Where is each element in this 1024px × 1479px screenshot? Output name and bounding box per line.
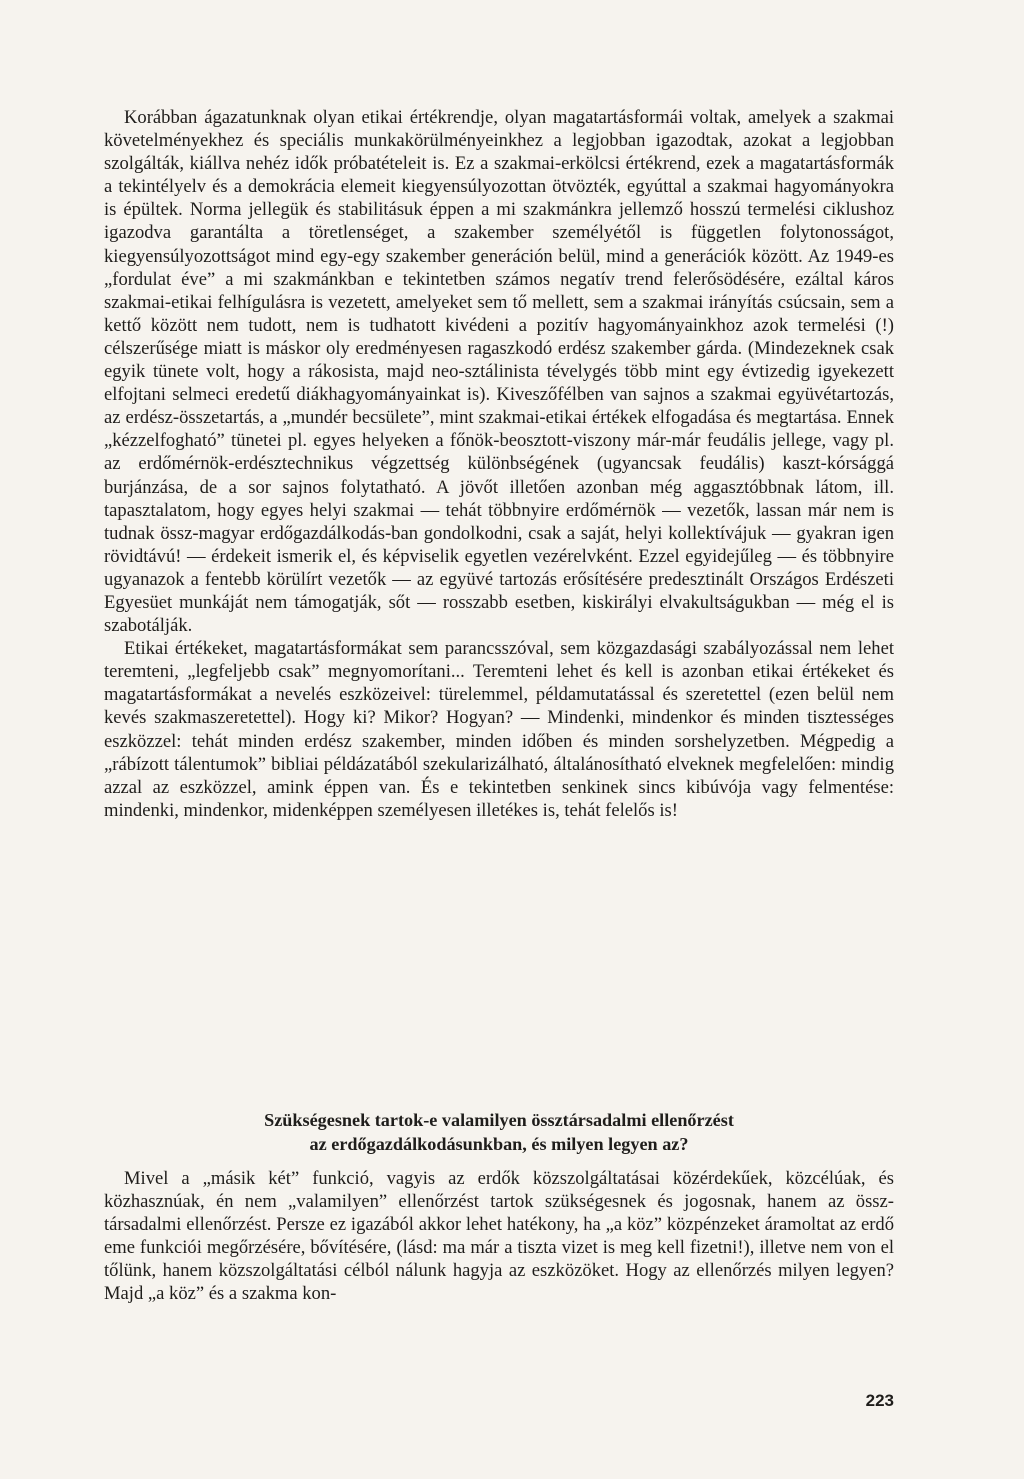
paragraph-ethics-history: Korábban ágazatunknak olyan etikai értékrendje, olyan magatartásformái voltak, amelyek a szakmai követelményekhez és speciális munkakörülményeinkhez a legjobban igazodtak, azokat a legjobban szolgálták, kiállva nehéz idők próbatételeit is. Ez a szakmai-erkölcsi értékrend, ezek a magatartásformák a tekintélyelv és a demokrácia elemeit kiegyensúlyozottan ötvözték, egyúttal a szakmai hagyományokra is épültek. Norma jellegük és stabilitásuk éppen a mi szakmánkra jellemző hosszú termelési ciklushoz igazodva garantálta a töretlenséget, a szakember személyétől is független folytonosságot, kiegyensúlyozottságot mind egy-egy szakember generáción belül, mind a generációk között. Az 1949-es „fordulat éve” a mi szakmánkban e tekintetben számos negatív trend felerősödésére, ezáltal káros szakmai-etikai felhígulásra is vezetett, amelyeket sem tő mellett, sem a szakmai irányítás csúcsain, sem a kettő között nem tudott, nem is tudhatott kivédeni a pozitív hagyományainkhoz azok termelési (!) célszerűsége miatt is máskor oly eredményesen ragaszkodó erdész szakember gárda. (Mindezeknek csak egyik tünete volt, hogy a rákosista, majd neo-sztálinista tévelygés több mint egy évtizedig igyekezett elfojtani selmeci eredetű diákhagyományainkat is). Kiveszőfélben van sajnos a szakmai együvétartozás, az erdész-összetartás, a „mundér becsülete”, mint szakmai-etikai értékek elfogadása és megtartása. Ennek „kézzelfogható” tünetei pl. egyes helyeken a főnök-beosztott-viszony már-már feudális jellege, vagy pl. az erdőmérnök-erdésztechnikus végzettség különbségének (ugyancsak feudális) kaszt-kórsággá burjánzása, de a sor sajnos folytatható. A jövőt illetően azonban még aggasztóbbnak látom, ill. tapasztalatom, hogy egyes helyi szakmai — tehát többnyire erdőmérnök — vezetők, lassan már nem is tudnak össz-magyar erdőgazdálkodás-ban gondolkodni, csak a saját, helyi kollektívájuk — gyakran igen rövidtávú! — érdekeit ismerik el, és képviselik egyetlen vezérelvként. Ezzel egyidejűleg — és többnyire ugyanazok a fentebb körülírt vezetők — az együvé tartozás erősítésére predesztinált Országos Erdészeti Egyesüet munkáját nem támogatják, sőt — rosszabb esetben, kiskirályi elvakultságukban — még el is szabotálják. — [104, 107, 894, 637]
main-text — [104, 106, 894, 822]
heading-line-1: Szükségesnek tartok-e valamilyen össztársadalmi ellenőrzést — [264, 1110, 734, 1130]
heading-line-2: az erdőgazdálkodásunkban, és milyen legyen az? — [309, 1134, 689, 1154]
section-text — [104, 1167, 894, 1306]
paragraph-ethics-creation: Etikai értékeket, magatartásformákat sem parancsszóval, sem közgazdasági szabályozással nem lehet teremteni, „legfeljebb csak” megnyomorítani... Teremteni lehet és kell is azonban etikai értékeket és magatartásformákat a nevelés eszközeivel: türelemmel, példamutatással és szeretettel (ezen belül nem kevés szakmaszeretettel). Hogy ki? Mikor? Hogyan? — Mindenki, mindenkor és minden tisztességes eszközzel: tehát minden erdész szakember, minden időben és minden sorshelyzetben. Mégpedig a „rábízott tálentumok” bibliai példázatából szekularizálható, általánosítható elveknek megfelelően: mindig azzal az eszközzel, amink éppen van. És e tekintetben senkinek sincs kibúvója vagy felmentése: mindenki, mindenkor, midenképpen személyesen illetékes is, tehát felelős is! — [104, 638, 894, 821]
paragraph-social-control: Mivel a „másik két” funkció, vagyis az erdők közszolgáltatásai közérdekűek, közcélúak, és közhasznúak, én nem „valamilyen” ellenőrzést tartok szükségesnek és jogosnak, hanem az össz-társadalmi ellenőrzést. Persze ez igazából akkor lehet hatékony, ha „a köz” közpénzeket áramoltat az erdő eme funkciói megőrzésére, bővítésére, (lásd: ma már a tiszta vizet is meg kell fizetni!), illetve nem von el tőlünk, hanem közszolgáltatási célból nálunk hagyja az eszközöket. Hogy az ellenőrzés milyen legyen? Majd „a köz” és a szakma kon- — [104, 1168, 894, 1305]
page-number: 223 — [865, 1391, 894, 1410]
section-heading — [104, 1108, 894, 1156]
